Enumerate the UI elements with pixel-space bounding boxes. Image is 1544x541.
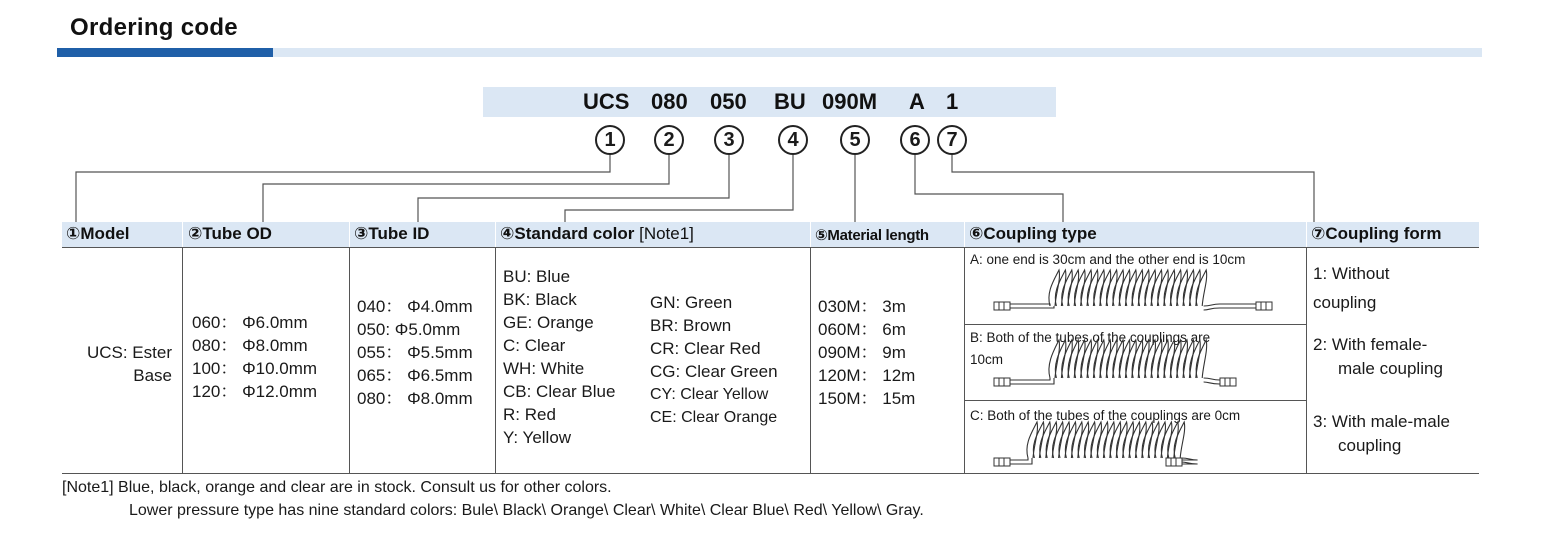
code-segment-tube-od: 080 (651, 89, 688, 114)
model-text-line: Base (133, 366, 172, 385)
note-1: [Note1] Blue, black, orange and clear are in stock. Consult us for other colors. (62, 479, 612, 496)
code-segment-length: 090M (822, 89, 878, 114)
coupling-form-text: 1: Without (1313, 264, 1390, 283)
length-item: 150M： 15m (818, 389, 916, 408)
color-item: BR: Brown (650, 316, 732, 335)
marker-6: 6 (900, 125, 930, 155)
coil-loops (1049, 270, 1207, 306)
length-list (818, 295, 915, 410)
coupling-form-text: 3: With male-male (1313, 412, 1450, 431)
page-title: Ordering code (70, 14, 238, 41)
coupling-type-b-label-2: 10cm (970, 352, 1004, 367)
header-tube-od: ②Tube OD (188, 224, 272, 243)
tube-id-item: 050: Φ5.0mm (357, 320, 461, 339)
leader-line-2 (263, 155, 669, 222)
color-item: CG: Clear Green (650, 362, 778, 381)
color-item: CY: Clear Yellow (650, 386, 769, 403)
length-item: 030M： 3m (818, 297, 906, 316)
coupling-fitting (994, 378, 1010, 386)
table-header-rule (62, 247, 1479, 248)
model-cell (68, 341, 172, 387)
tube-od-item: 120： Φ12.0mm (192, 382, 318, 401)
model-text-line: UCS: Ester (86, 343, 172, 362)
coil-loops (1049, 340, 1207, 378)
color-item: R: Red (503, 405, 556, 424)
color-item: BU: Blue (503, 267, 571, 286)
coupling-type-a-label: A: one end is 30cm and the other end is 10cm (970, 252, 1246, 267)
tube-id-item: 040： Φ4.0mm (357, 297, 473, 316)
coupling-form-text: coupling (1338, 436, 1402, 455)
code-segment-coupling-type: A (909, 89, 925, 114)
note-2: Lower pressure type has nine standard colors: Bule\ Black\ Orange\ Clear\ White\ Clear Blue\ Red\ Yellow\ Gray. (129, 502, 924, 519)
coupling-form-text: coupling (1313, 293, 1377, 312)
coupling-form-1 (1313, 262, 1390, 315)
coupling-fitting (1166, 458, 1182, 466)
header-model: ①Model (66, 224, 130, 243)
tube-lead (1010, 378, 1220, 384)
column-divider (349, 247, 350, 473)
coupling-type-divider (964, 400, 1306, 401)
color-item: CR: Clear Red (650, 339, 761, 358)
tube-od-item: 100： Φ10.0mm (192, 359, 318, 378)
length-item: 120M： 12m (818, 366, 916, 385)
code-segment-color: BU (774, 89, 806, 114)
column-divider (495, 247, 496, 473)
color-item: CB: Clear Blue (503, 382, 616, 401)
color-item: Y: Yellow (503, 428, 572, 447)
code-segment-coupling-form: 1 (946, 89, 959, 114)
column-divider (182, 247, 183, 473)
tube-id-list (357, 295, 473, 410)
header-length: ⑤Material length (815, 227, 929, 244)
column-divider (1306, 247, 1307, 473)
coupling-fitting (1256, 302, 1272, 310)
tube-od-list (192, 311, 317, 403)
coupling-form-2 (1313, 333, 1443, 381)
code-segment-model: UCS (583, 89, 630, 114)
coupling-fitting (994, 458, 1010, 466)
marker-5: 5 (840, 125, 870, 155)
header-tube-id: ③Tube ID (354, 224, 430, 243)
table-bottom-rule (62, 473, 1479, 474)
header-coupling-type: ⑥Coupling type (969, 224, 1097, 243)
length-item: 090M： 9m (818, 343, 906, 362)
color-item: WH: White (503, 359, 585, 378)
leader-line-1 (76, 155, 610, 222)
leader-line-3 (418, 155, 729, 222)
header-color-label: ④Standard color (500, 224, 635, 243)
tube-od-item: 080： Φ8.0mm (192, 336, 308, 355)
coupling-form-text: male coupling (1338, 359, 1443, 378)
leader-line-4 (565, 155, 793, 222)
coil-loops (1027, 422, 1185, 458)
leader-line-6 (915, 155, 1063, 222)
coupling-type-divider (964, 324, 1306, 325)
color-item: CE: Clear Orange (650, 409, 778, 426)
header-color-note: [Note1] (639, 224, 694, 243)
coil-tube-c-illustration (988, 418, 1278, 470)
coupling-type-c-label: C: Both of the tubes of the couplings are 0cm (970, 408, 1241, 423)
header-coupling-form: ⑦Coupling form (1311, 224, 1442, 243)
color-item: BK: Black (503, 290, 577, 309)
color-list-right (650, 291, 778, 429)
color-item: GE: Orange (503, 313, 594, 332)
marker-2: 2 (654, 125, 684, 155)
coil-tube-b-illustration (988, 336, 1278, 390)
marker-3: 3 (714, 125, 744, 155)
coil-tube-a-illustration (988, 266, 1278, 320)
color-list-left (503, 265, 615, 449)
tube-od-item: 060： Φ6.0mm (192, 313, 308, 332)
coupling-fitting (994, 302, 1010, 310)
tube-id-item: 080： Φ8.0mm (357, 389, 473, 408)
color-item: GN: Green (650, 293, 733, 312)
column-divider (964, 247, 965, 473)
color-item: C: Clear (503, 336, 566, 355)
header-color (500, 224, 694, 244)
coupling-type-b-label: B: Both of the tubes of the couplings are (970, 330, 1211, 345)
coupling-form-text: 2: With female- (1313, 335, 1428, 354)
tube-id-item: 055： Φ5.5mm (357, 343, 473, 362)
column-divider (810, 247, 811, 473)
coupling-fitting (1220, 378, 1236, 386)
tube-id-item: 065： Φ6.5mm (357, 366, 473, 385)
code-segment-tube-id: 050 (710, 89, 747, 114)
leader-line-7 (952, 155, 1314, 222)
marker-4: 4 (778, 125, 808, 155)
coupling-form-3 (1313, 410, 1450, 458)
marker-1: 1 (595, 125, 625, 155)
length-item: 060M： 6m (818, 320, 906, 339)
marker-7: 7 (937, 125, 967, 155)
